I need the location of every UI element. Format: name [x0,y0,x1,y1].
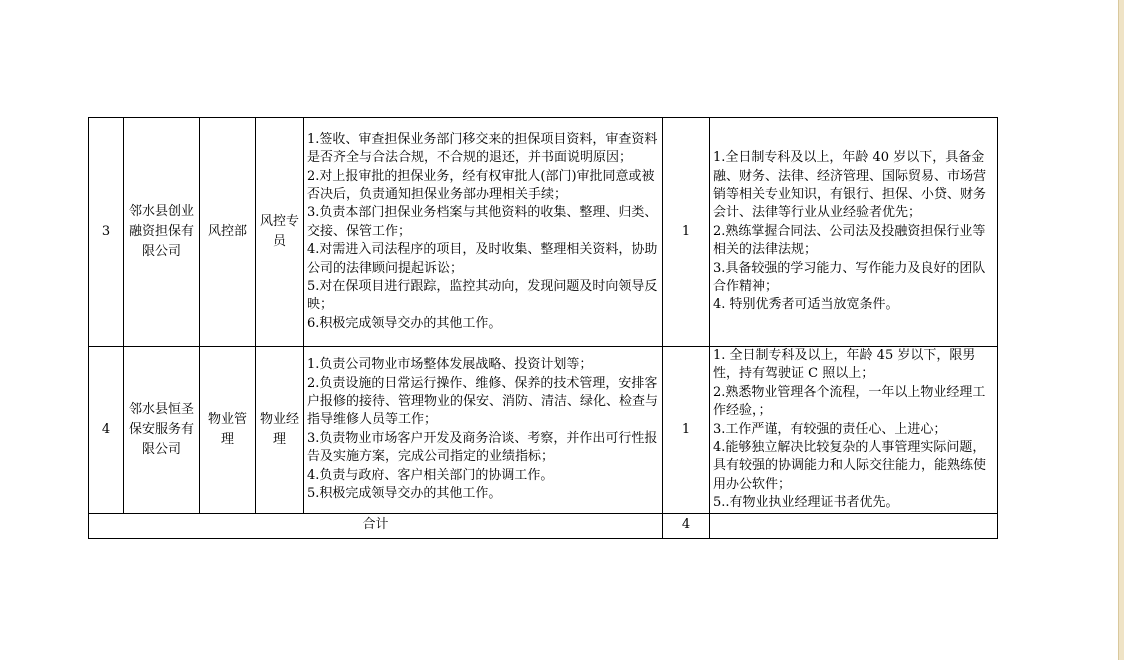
company-name: 邻水县恒圣保安服务有限公司 [124,347,200,514]
row-number: 4 [89,347,124,514]
position-name: 物业经理 [256,347,304,514]
total-note [710,513,998,538]
duty-list [304,118,663,347]
duty-item: 3.负责本部门担保业务档案与其他资料的收集、整理、归类、交接、保管工作； [307,205,658,239]
duty-item: 1.签收、审查担保业务部门移交来的担保项目资料，审查资料是否齐全与合法合规，不合规的退还，并书面说明原因； [307,131,658,166]
table-row [89,347,998,514]
requirement-item: 4. 特别优秀者可适当放宽条件。 [713,297,899,313]
duty-item: 1.负责公司物业市场整体发展战略、投资计划等； [307,357,593,373]
requirement-item: 3.具备较强的学习能力、写作能力及良好的团队合作精神； [713,260,986,295]
job-table [88,117,998,539]
requirement-item: 2.熟悉物业管理各个流程，一年以上物业经理工作经验，； [713,384,986,419]
duty-item: 4.对需进入司法程序的项目，及时收集、整理相关资料，协助公司的法律顾问提起诉讼； [307,242,658,276]
headcount: 1 [663,347,710,514]
requirement-item: 1.全日制专科及以上，年龄 40 岁以下，具备金融、财务、法律、经济管理、国际贸易、市场营销等相关专业知识，有银行、担保、小贷、财务会计、法律等行业从业经验者优先； [713,150,987,221]
position-name: 风控专员 [256,118,304,347]
table-row [89,118,998,347]
requirement-item: 4.能够独立解决比较复杂的人事管理实际问题，具有较强的协调能力和人际交往能力，能熟练使用办公软件； [713,440,987,492]
duty-list [304,347,663,514]
row-number: 3 [89,118,124,347]
duty-item: 5.积极完成领导交办的其他工作。 [307,486,502,502]
duty-item: 6.积极完成领导交办的其他工作。 [307,315,502,331]
window-right-edge [1118,0,1124,660]
total-row [89,513,998,538]
duty-item: 2.负责设施的日常运行操作、维修、保养的技术管理，安排客户报修的接待、管理物业的保安、消防、清洁、绿化、检查与指导维修人员等工作； [307,375,659,428]
requirement-list [710,118,998,347]
duty-item: 3.负责物业市场客户开发及商务洽谈、考察，并作出可行性报告及实施方案，完成公司指定的业绩指标； [307,430,658,465]
company-name: 邻水县创业融资担保有限公司 [124,118,200,347]
total-count: 4 [663,513,710,538]
duty-item: 5.对在保项目进行跟踪，监控其动向，发现问题及时向领导反映； [307,279,658,313]
department-name: 风控部 [200,118,256,347]
duty-item: 4.负责与政府、客户相关部门的协调工作。 [307,467,554,483]
total-label: 合计 [89,513,663,538]
requirement-item: 2.熟练掌握合同法、公司法及投融资担保行业等相关的法律法规； [713,223,986,258]
headcount: 1 [663,118,710,347]
requirement-list [710,347,998,514]
requirement-item: 3.工作严谨，有较强的责任心、上进心； [713,421,947,437]
department-name: 物业管理 [200,347,256,514]
requirement-item: 1. 全日制专科及以上，年龄 45 岁以下，限男性，持有驾驶证 C 照以上； [713,348,976,382]
duty-item: 2.对上报审批的担保业务，经有权审批人(部门)审批同意或被否决后，负责通知担保业务部办理相关手续； [307,168,655,202]
requirement-item: 5..有物业执业经理证书者优先。 [713,495,899,511]
